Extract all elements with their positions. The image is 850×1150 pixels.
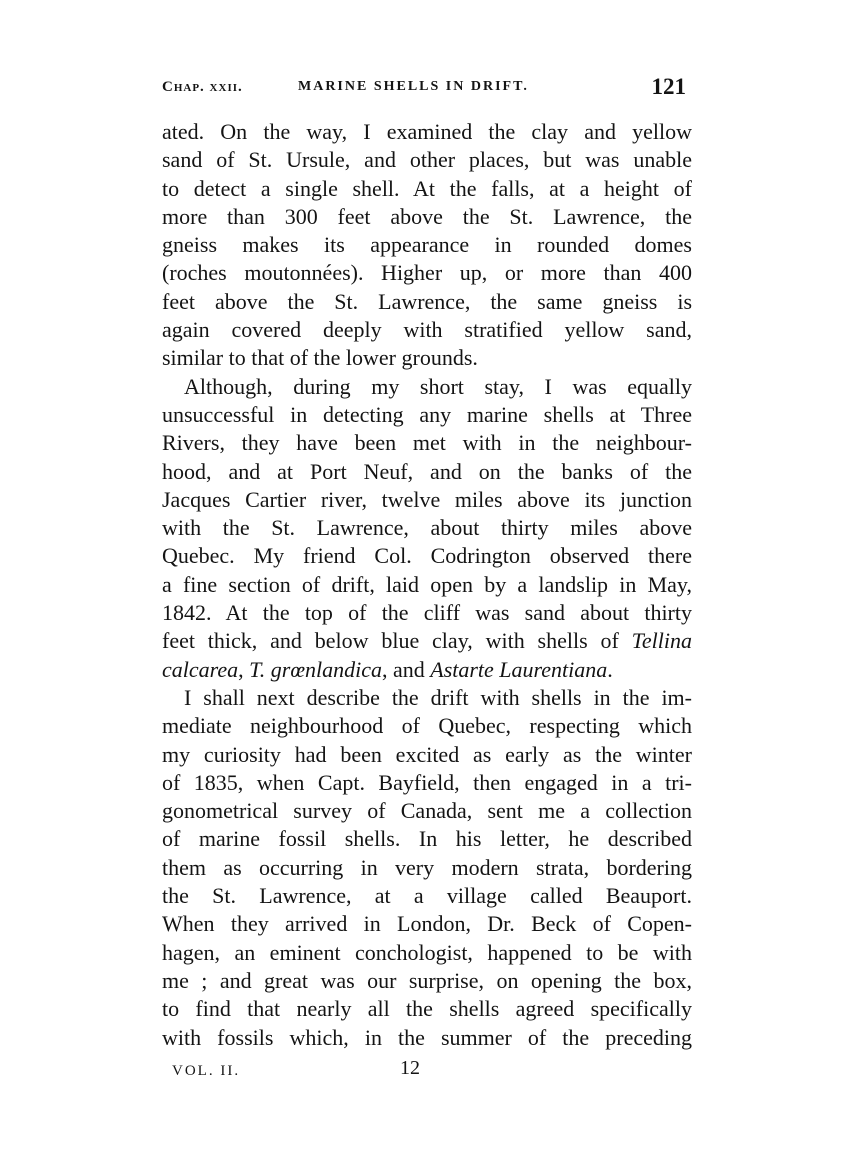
body-text <box>162 118 692 1052</box>
text-line: Quebec. My friend Col. Codrington observed there <box>162 543 692 569</box>
text-line: 1842. At the top of the cliff was sand about thirty <box>162 600 692 626</box>
text-line: my curiosity had been excited as early as the winter <box>162 741 692 767</box>
text-line: of marine fossil shells. In his letter, he described <box>162 826 692 852</box>
page-number: 121 <box>651 74 686 99</box>
text-line: with fossils which, in the summer of the preceding <box>162 1024 692 1050</box>
text-line: to find that nearly all the shells agreed specifically <box>162 996 692 1022</box>
text-line: Although, during my short stay, I was equally <box>184 373 692 399</box>
text-line: me ; and great was our surprise, on opening the box, <box>162 967 692 993</box>
text-line: I shall next describe the drift with shells in the im- <box>184 684 692 710</box>
running-title: MARINE SHELLS IN DRIFT. <box>298 79 529 94</box>
text-line: gonometrical survey of Canada, sent me a collection <box>162 798 692 824</box>
text-line: feet above the St. Lawrence, the same gneiss is <box>162 288 692 314</box>
text-line: the St. Lawrence, at a village called Beauport. <box>162 883 692 909</box>
text-line: (roches moutonnées). Higher up, or more than 400 <box>162 260 692 286</box>
text-line: Rivers, they have been met with in the neighbour- <box>162 430 692 456</box>
text-line: more than 300 feet above the St. Lawrence, the <box>162 203 692 229</box>
text-line: ated. On the way, I examined the clay and yellow <box>162 119 692 144</box>
chapter-label: Chap. xxii. <box>162 79 243 95</box>
text-line: Jacques Cartier river, twelve miles above its junction <box>162 486 692 512</box>
text-line: unsuccessful in detecting any marine shells at Three <box>162 401 692 427</box>
text-line: a fine section of drift, laid open by a landslip in May, <box>162 571 692 597</box>
volume-signature: VOL. II. <box>172 1063 241 1079</box>
text-line: similar to that of the lower grounds. <box>162 345 478 371</box>
text-line: calcarea, T. grœnlandica, and Astarte Laurentiana. <box>162 656 613 682</box>
text-line: When they arrived in London, Dr. Beck of Copen- <box>162 911 692 937</box>
running-header <box>162 74 686 104</box>
text-line: them as occurring in very modern strata, bordering <box>162 854 692 880</box>
text-line: again covered deeply with stratified yellow sand, <box>162 317 692 343</box>
text-line: hagen, an eminent conchologist, happened to be with <box>162 939 692 965</box>
text-line: sand of St. Ursule, and other places, but was unable <box>162 147 692 173</box>
text-line: hood, and at Port Neuf, and on the banks of the <box>162 458 692 484</box>
text-line: mediate neighbourhood of Quebec, respecting which <box>162 713 692 739</box>
text-line: with the St. Lawrence, about thirty miles above <box>162 515 692 541</box>
text-line: of 1835, when Capt. Bayfield, then engaged in a tri- <box>162 769 692 795</box>
page-footer <box>172 1057 592 1087</box>
text-line: gneiss makes its appearance in rounded domes <box>162 232 692 258</box>
text-line: feet thick, and below blue clay, with shells of Tellina <box>162 628 692 654</box>
sheet-number: 12 <box>400 1057 420 1079</box>
text-line: to detect a single shell. At the falls, at a height of <box>162 175 692 201</box>
